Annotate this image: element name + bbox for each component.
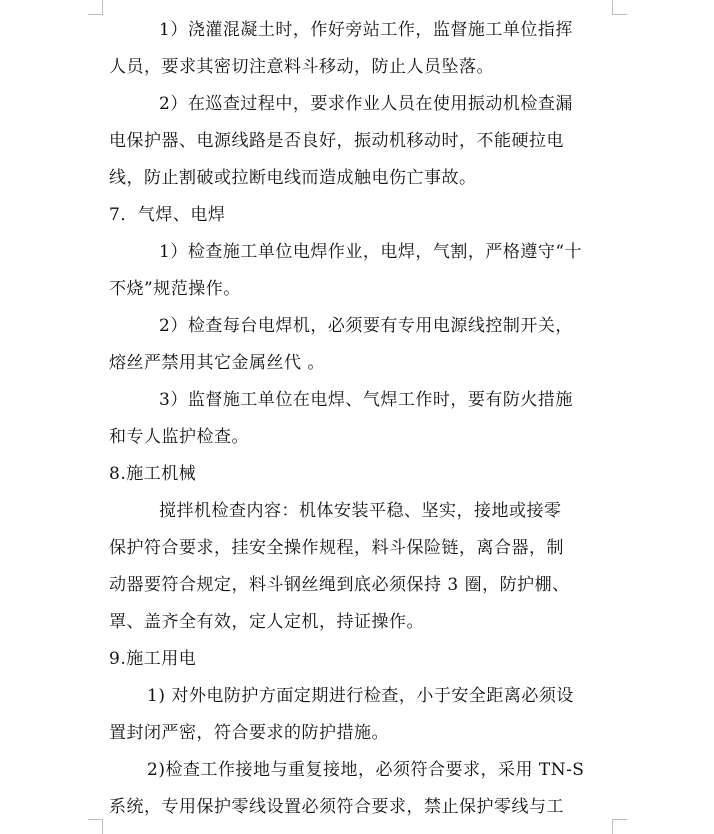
text-line: 3）监督施工单位在电焊、气焊工作时，要有防火措施 <box>159 390 573 410</box>
paragraph <box>109 86 609 197</box>
paragraph <box>109 308 609 382</box>
page-corner-mark <box>612 819 627 834</box>
paragraph <box>109 382 609 456</box>
text-line: 系统，专用保护零线设置必须符合要求，禁止保护零线与工 <box>109 797 564 817</box>
paragraph <box>109 752 609 826</box>
text-line: 不烧”规范操作。 <box>109 279 241 299</box>
text-line: 线，防止割破或拉断电线而造成触电伤亡事故。 <box>109 168 477 188</box>
text-line: 2）在巡查过程中，要求作业人员在使用振动机检查漏 <box>159 94 573 114</box>
heading-text: 9.施工用电 <box>109 649 197 669</box>
text-line: 1）检查施工单位电焊作业，电焊，气割，严格遵守“十 <box>159 242 583 262</box>
paragraph <box>109 678 609 752</box>
paragraph <box>109 12 609 86</box>
text-line: 人员，要求其密切注意料斗移动，防止人员坠落。 <box>109 57 494 77</box>
text-line: 1) 对外电防护方面定期进行检查，小于安全距离必须设 <box>147 686 574 706</box>
text-line: 置封闭严密，符合要求的防护措施。 <box>109 723 389 743</box>
text-line: 1）浇灌混凝土时，作好旁站工作，监督施工单位指挥 <box>159 20 573 40</box>
text-line: 和专人监护检查。 <box>109 427 249 447</box>
text-line: 保护符合要求，挂安全操作规程，料斗保险链，离合器，制 <box>109 538 564 558</box>
heading-text: 8.施工机械 <box>109 464 197 484</box>
text-line: 2)检查工作接地与重复接地，必须符合要求，采用 TN-S <box>147 760 585 780</box>
text-line: 动器要符合规定，料斗钢丝绳到底必须保持 3 圈，防护棚、 <box>109 575 570 595</box>
paragraph <box>109 493 609 641</box>
section-heading <box>109 456 609 493</box>
page-corner-mark <box>612 0 627 15</box>
text-line: 熔丝严禁用其它金属丝代 。 <box>109 353 325 373</box>
text-line: 罩、盖齐全有效，定人定机，持证操作。 <box>109 612 424 632</box>
document-body <box>109 12 609 826</box>
text-line: 电保护器、电源线路是否良好，振动机移动时，不能硬拉电 <box>109 131 564 151</box>
page-corner-mark <box>88 819 103 834</box>
heading-text: 7．气焊、电焊 <box>109 205 226 225</box>
page-corner-mark <box>88 0 103 15</box>
section-heading <box>109 197 609 234</box>
text-line: 搅拌机检查内容：机体安装平稳、坚实，接地或接零 <box>159 501 562 521</box>
section-heading <box>109 641 609 678</box>
text-line: 2）检查每台电焊机，必须要有专用电源线控制开关， <box>159 316 573 336</box>
paragraph <box>109 234 609 308</box>
